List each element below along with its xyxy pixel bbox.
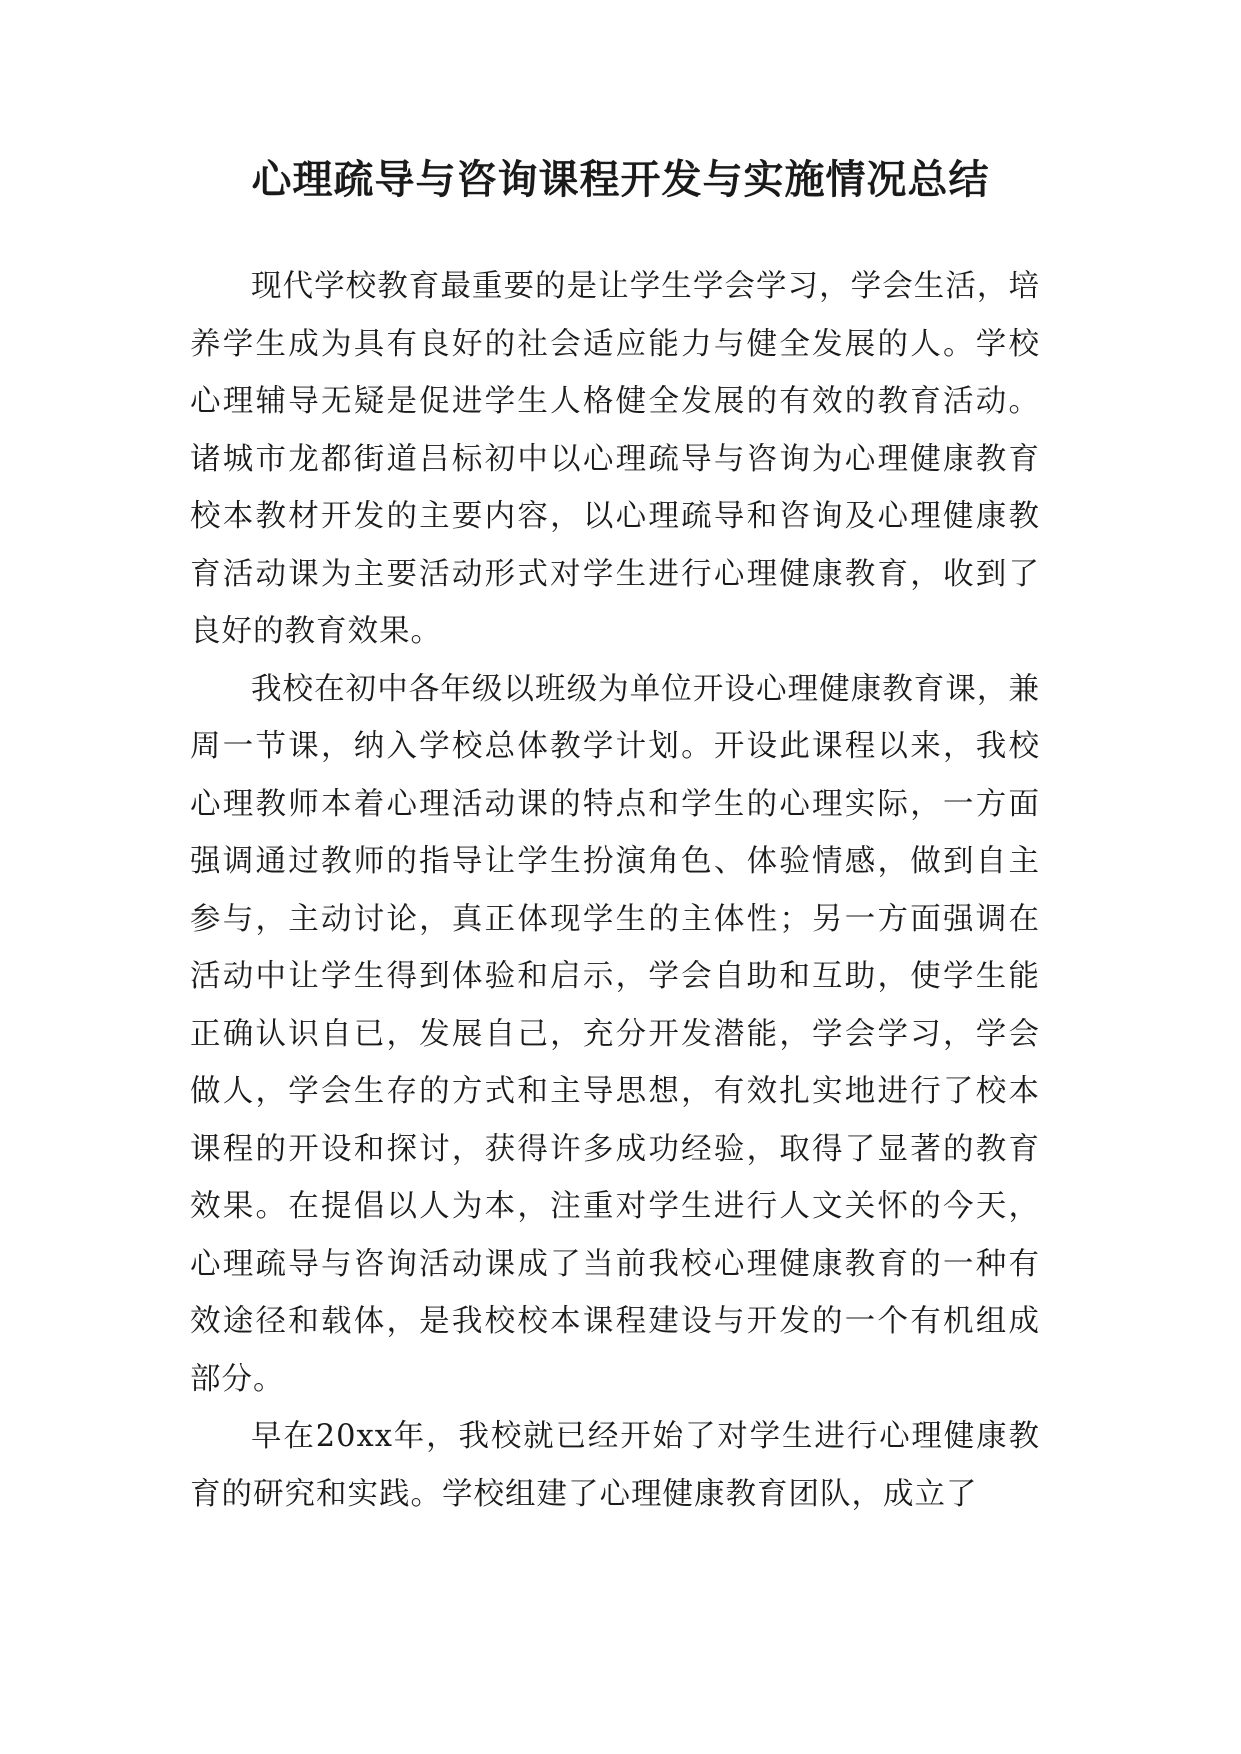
document-title: 心理疏导与咨询课程开发与实施情况总结 (251, 157, 990, 203)
paragraph-1: 现代学校教育最重要的是让学生学会学习，学会生活，培养学生成为具有良好的社会适应能力与健全发展的人。学校心理辅导无疑是促进学生人格健全发展的有效的教育活动。诸城市龙都街道吕标初中以心理疏导与咨询为心理健康教育校本教材开发的主要内容，以心理疏导和咨询及心理健康教育活动课为主要活动形式对学生进行心理健康教育，收到了良好的教育效果。 (190, 269, 1040, 649)
paragraph-2: 我校在初中各年级以班级为单位开设心理健康教育课，兼周一节课，纳入学校总体教学计划。开设此课程以来，我校心理教师本着心理活动课的特点和学生的心理实际，一方面强调通过教师的指导让学生扮演角色、体验情感，做到自主参与，主动讨论，真正体现学生的主体性；另一方面强调在活动中让学生得到体验和启示，学会自助和互助，使学生能正确认识自已，发展自己，充分开发潜能，学会学习，学会做人，学会生存的方式和主导思想，有效扎实地进行了校本课程的开设和探讨，获得许多成功经验，取得了显著的教育效果。在提倡以人为本，注重对学生进行人文关怀的今天，心理疏导与咨询活动课成了当前我校心理健康教育的一种有效途径和载体，是我校校本课程建设与开发的一个有机组成部分。 (190, 671, 1040, 1397)
paragraph-3: 早在20xx年，我校就已经开始了对学生进行心理健康教育的研究和实践。学校组建了心理健康教育团队，成立了 (190, 1419, 1040, 1512)
document-body (190, 258, 1040, 1523)
